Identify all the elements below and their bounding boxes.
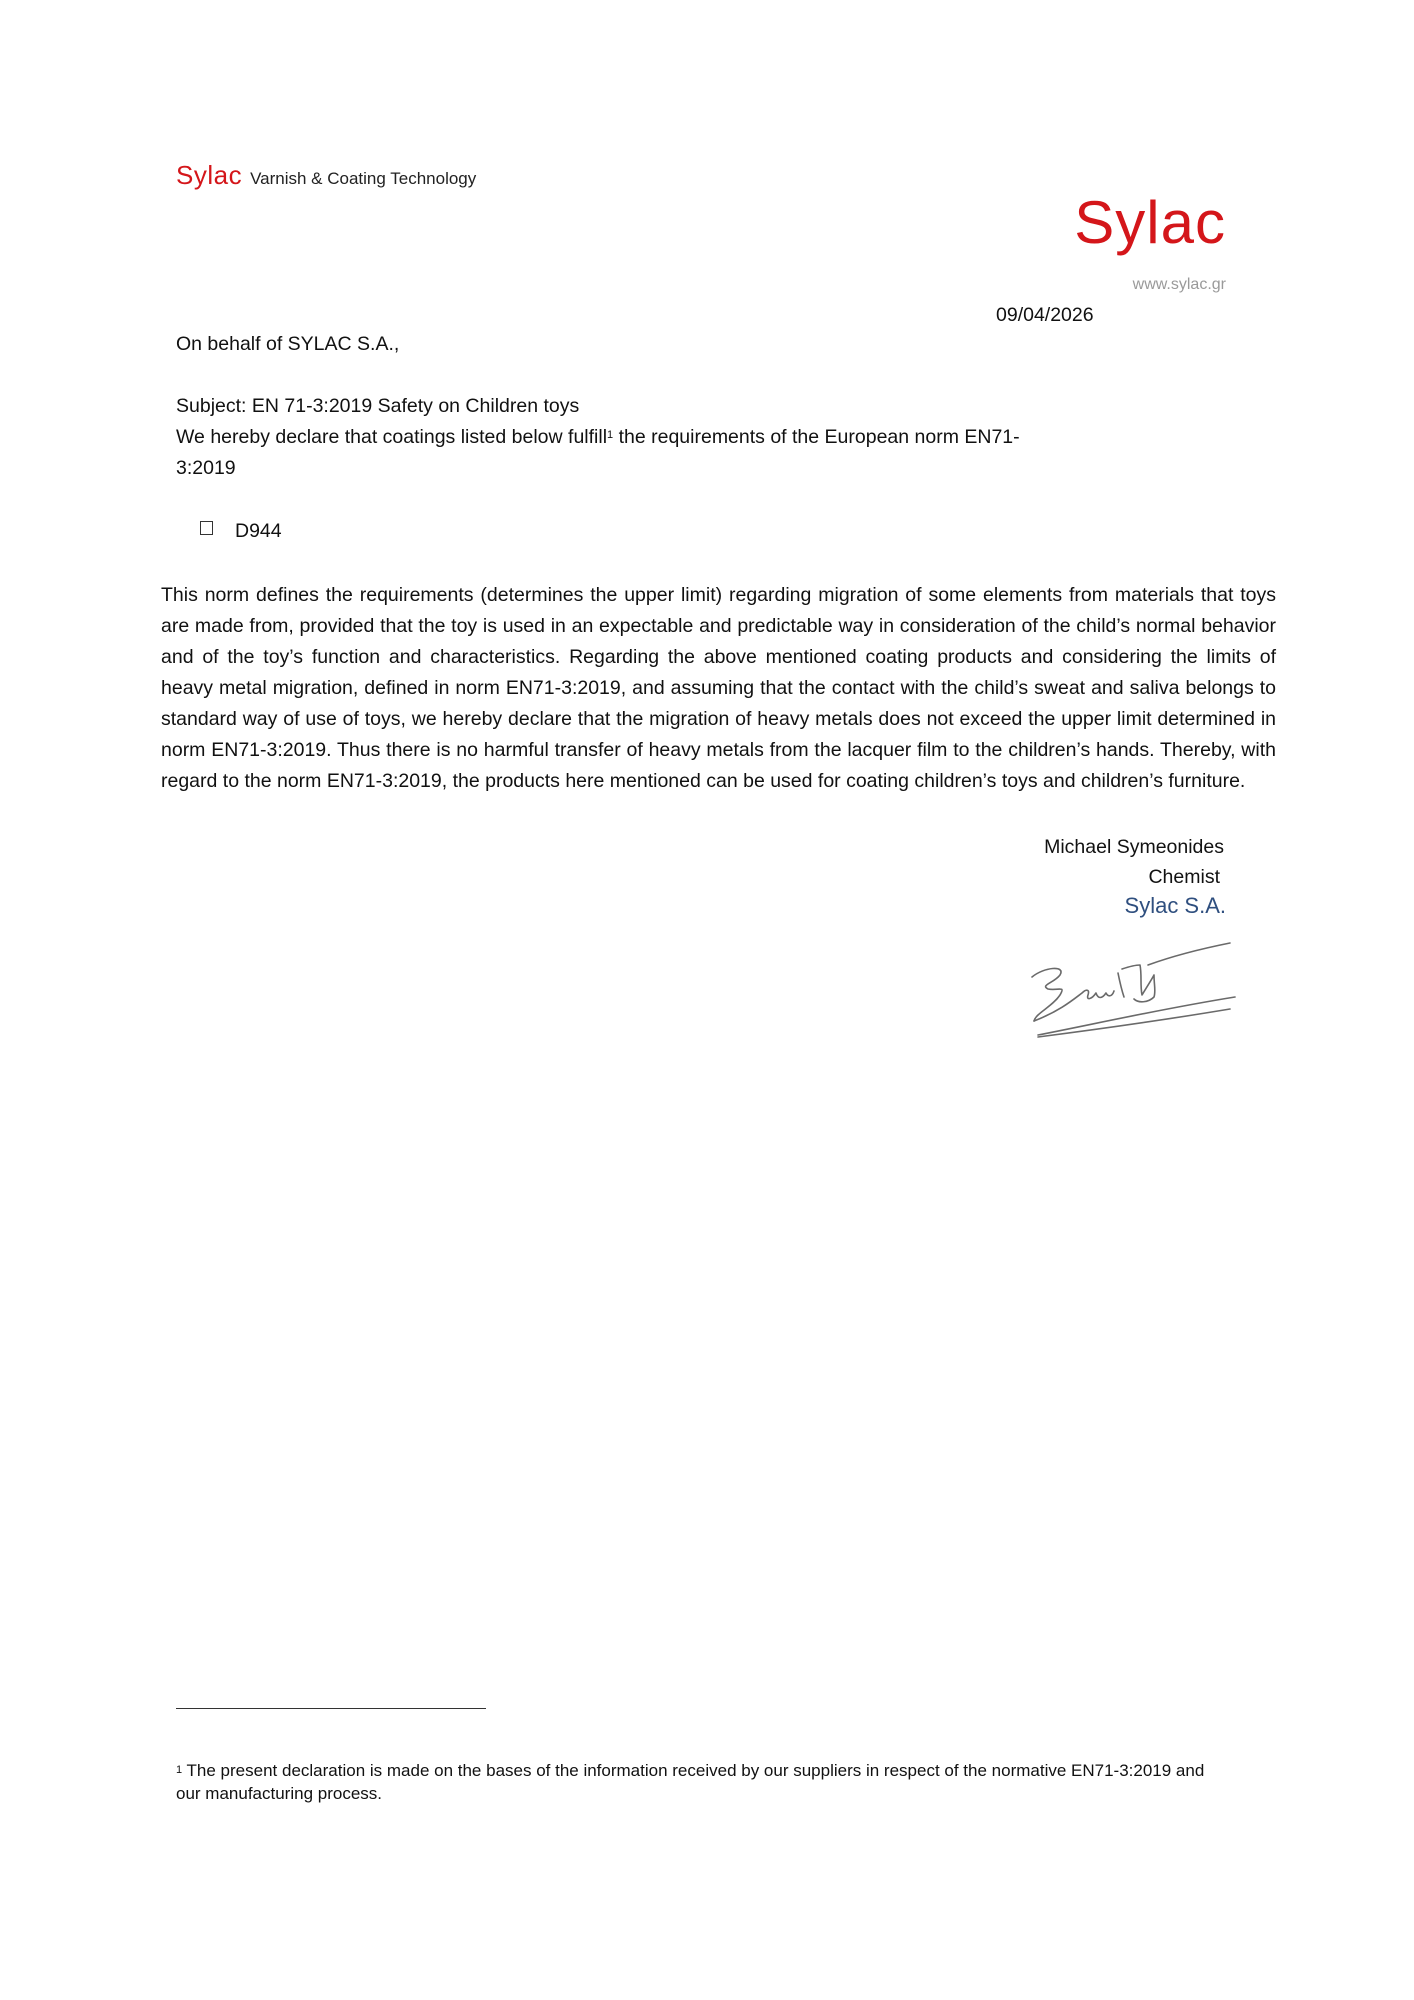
declaration-text-start: We hereby declare that coatings listed below fulfill [176,426,608,448]
footnote-text: The present declaration is made on the bases of the information received by our suppliers in respect of the normative EN71-3:2019 and our manufacturing process. [176,1761,1205,1803]
signer-name: Michael Symeonides [1044,836,1224,858]
product-list-item [200,516,282,547]
footnote-marker: 1 [176,1764,183,1776]
company-logo: Sylac [1074,189,1226,256]
letter-date: 09/04/2026 [996,304,1094,326]
footnote-divider [176,1708,486,1709]
declaration-text-end: the requirements of the European norm EN71-3:2019 [176,426,1020,479]
product-code: D944 [235,520,282,542]
brand-name: Sylac [176,160,243,190]
on-behalf-line: On behalf of SYLAC S.A., [176,333,400,355]
signer-role: Chemist [1148,866,1220,888]
brand-tagline: Varnish & Coating Technology [250,169,477,188]
subject-line: Subject: EN 71-3:2019 Safety on Children toys [176,395,580,417]
header-brand [176,160,476,191]
handwritten-signature [1030,925,1240,1050]
declaration-statement [176,422,1056,484]
website-link[interactable]: www.sylac.gr [1132,276,1226,293]
body-paragraph: This norm defines the requirements (determines the upper limit) regarding migration of some elements from materials that toys are made from, provided that the toy is used in an expectable and predictable way in consideration of the child’s normal behavior and of the toy’s function and characteristics. Regarding the above mentioned coating products and considering the limits of heavy metal migration, defined in norm EN71-3:2019, and assuming that the contact with the child’s sweat and saliva belongs to standard way of use of toys, we hereby declare that the migration of heavy metals does not exceed the upper limit determined in norm EN71-3:2019. Thus there is no harmful transfer of heavy metals from the lacquer film to the children’s hands. Thereby, with regard to the norm EN71-3:2019, the products here mentioned can be used for coating children’s toys and children’s furniture. [161,584,1276,792]
checkbox-icon [200,521,213,535]
footnote-reference[interactable]: 1 [607,429,614,441]
footnote [176,1759,1226,1805]
signer-company: Sylac S.A. [1124,893,1226,918]
